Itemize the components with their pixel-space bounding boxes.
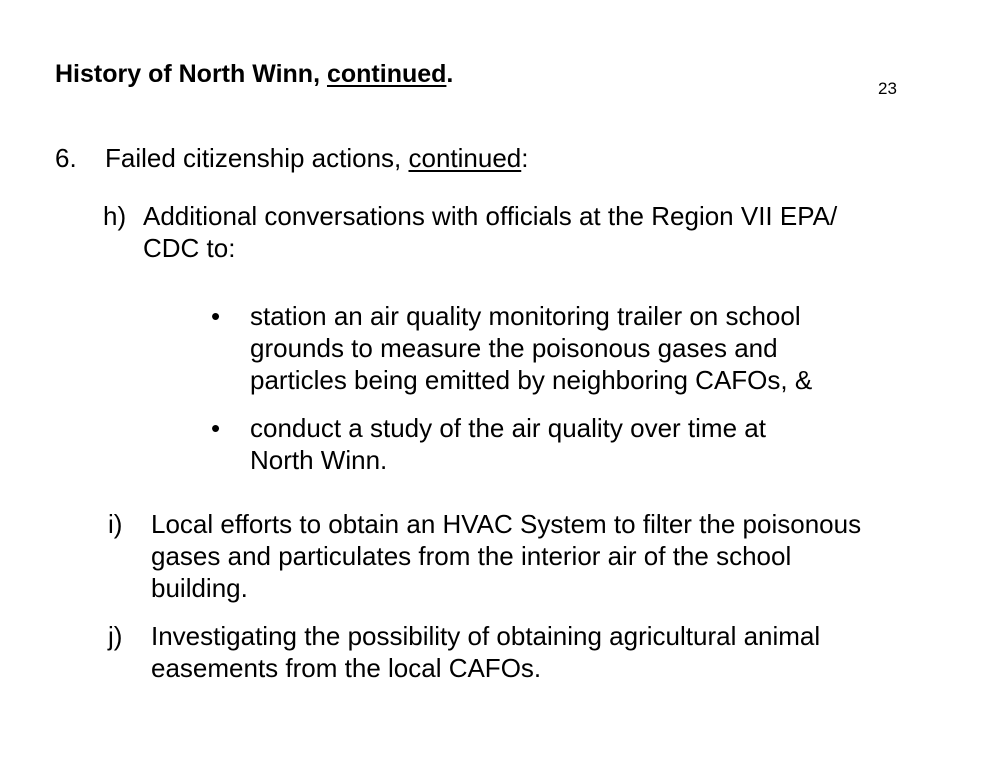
bullet-icon: • <box>211 413 221 443</box>
bullet-item-1-line-3: particles being emitted by neighboring CAFOs, & <box>250 365 813 395</box>
item-6-prefix: Failed citizenship actions, <box>105 143 409 173</box>
bullet-item-2-line-1: conduct a study of the air quality over time at <box>250 413 766 443</box>
sub-item-i-line-3: building. <box>151 573 248 603</box>
bullet-item-1-line-1: station an air quality monitoring trailer on school <box>250 301 801 331</box>
sub-item-h-line-2: CDC to: <box>143 233 236 263</box>
title-underlined: continued <box>326 60 447 88</box>
sub-item-i-line-1: Local efforts to obtain an HVAC System to filter the poisonous <box>151 509 862 539</box>
item-6-number: 6. <box>55 143 77 173</box>
sub-item-j-line-1: Investigating the possibility of obtaining agricultural animal <box>151 621 821 651</box>
title-prefix: History of North Winn, <box>55 60 327 88</box>
item-6-suffix: : <box>521 143 529 173</box>
item-6-underlined: continued <box>408 143 522 173</box>
page-number: 23 <box>878 79 897 98</box>
sub-item-h-line-1: Additional conversations with officials at the Region VII EPA/ <box>143 201 838 231</box>
bullet-item-1-line-2: grounds to measure the poisonous gases and <box>250 333 778 363</box>
bullet-item-1-text <box>250 300 812 396</box>
list-item-6 <box>55 142 528 174</box>
bullet-item-2-line-2: North Winn. <box>250 445 388 475</box>
title-suffix: . <box>446 60 454 88</box>
sub-item-j-line-2: easements from the local CAFOs. <box>151 653 542 683</box>
sub-item-i-marker: i) <box>108 509 123 539</box>
sub-item-h-marker: h) <box>103 201 127 231</box>
sub-item-h-text <box>143 200 837 264</box>
sub-item-j-marker: j) <box>108 621 123 651</box>
sub-item-j-text <box>151 620 820 684</box>
page-title <box>55 58 453 90</box>
sub-item-i-text <box>151 508 861 604</box>
sub-item-i-line-2: gases and particulates from the interior air of the school <box>151 541 792 571</box>
bullet-icon: • <box>211 301 221 331</box>
bullet-item-2-text <box>250 412 766 476</box>
